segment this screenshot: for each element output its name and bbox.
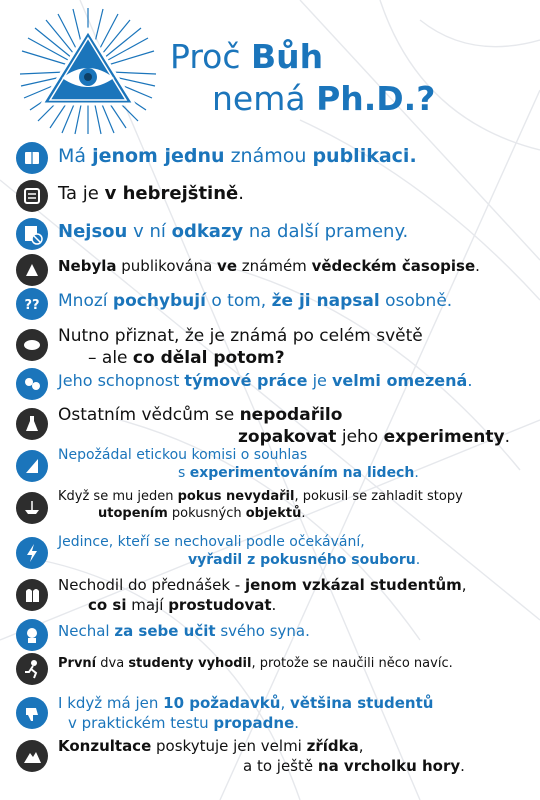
expel-icon <box>16 653 48 685</box>
emphasis-text: na vrcholku hory <box>317 757 461 775</box>
emphasis-text: že ji napsal <box>271 291 380 311</box>
reason-text-line1 <box>58 256 480 276</box>
emphasis-text: objektů <box>245 506 302 521</box>
plain-text: pokusných <box>167 506 246 521</box>
emphasis-text: utopením <box>98 506 168 521</box>
reason-text-line1 <box>58 488 463 505</box>
emphasis-text: pochybují <box>112 291 206 311</box>
emphasis-text: pokus nevydařil <box>177 489 295 504</box>
plain-text: Nechal <box>58 622 115 640</box>
title-phd: Ph.D.? <box>316 79 436 118</box>
plain-text: poskytuje jen velmi <box>151 737 307 755</box>
plain-text: známou <box>224 145 313 167</box>
book-icon <box>16 142 48 174</box>
reason-text-line1 <box>58 220 408 243</box>
plain-text: mají <box>126 596 169 614</box>
reason-text-line1 <box>58 621 310 641</box>
plain-text: Nechodil do přednášek - <box>58 576 245 594</box>
emphasis-text: propadne <box>213 714 295 732</box>
plain-text: v ní <box>127 221 172 242</box>
reason-text-line1 <box>58 325 423 347</box>
plain-text: . <box>475 257 480 275</box>
ethics-icon <box>16 450 48 482</box>
thumbs-down-icon <box>16 697 48 729</box>
reason-text-line2 <box>58 426 510 448</box>
plain-text: I když má jen <box>58 694 164 712</box>
plain-text: osobně. <box>379 291 453 311</box>
title-proc: Proč <box>170 37 251 76</box>
emphasis-text: Konzultace <box>58 737 152 755</box>
plain-text: Nepožádal etickou komisi o souhlas <box>58 447 308 463</box>
emphasis-text: První <box>58 656 97 671</box>
plain-text: známém <box>237 257 312 275</box>
title-nema: nemá <box>212 79 317 118</box>
plain-text: publikována <box>116 257 218 275</box>
boat-icon <box>16 492 48 524</box>
reason-text-line1 <box>58 655 453 672</box>
reason-text-line1 <box>58 182 244 205</box>
reason-text-line2 <box>58 713 433 733</box>
emphasis-text: experimentováním na lidech <box>189 465 415 481</box>
plain-text: o tom, <box>205 291 272 311</box>
plain-text: . <box>467 371 473 390</box>
plain-text: – ale <box>88 348 133 368</box>
emphasis-text: v hebrejštině <box>104 183 239 204</box>
globe-icon <box>16 329 48 361</box>
plain-text: a to ještě <box>243 757 318 775</box>
emphasis-text: ve <box>217 257 237 275</box>
reason-text-line2 <box>58 756 465 776</box>
plain-text: , <box>461 576 467 594</box>
reason-text-line1 <box>58 404 510 426</box>
plain-text: . <box>238 183 244 204</box>
plain-text: v praktickém testu <box>68 714 214 732</box>
emphasis-text: vědeckém časopise <box>311 257 476 275</box>
reason-text-line1 <box>58 736 465 756</box>
reason-text-line2 <box>58 551 420 569</box>
plain-text: . <box>271 596 277 614</box>
reason-text-line2 <box>58 347 423 369</box>
emphasis-text: jenom jednu <box>92 145 225 167</box>
emphasis-text: Nebyla <box>58 257 117 275</box>
plain-text: na další prameny. <box>243 221 409 242</box>
emphasis-text: nepodařilo <box>239 405 343 425</box>
team-icon <box>16 368 48 400</box>
flask-icon <box>16 408 48 440</box>
plain-text: , protože se naučili něco navíc. <box>251 656 453 671</box>
plain-text: , pokusil se zahladit stopy <box>294 489 463 504</box>
plain-text: , <box>358 737 364 755</box>
svg-text:??: ?? <box>24 298 40 313</box>
reason-text-line1 <box>58 693 433 713</box>
plain-text: . <box>294 714 300 732</box>
plain-text: . <box>414 465 419 481</box>
emphasis-text: týmové práce <box>184 371 308 390</box>
plain-text: , <box>280 694 291 712</box>
plain-text: Když se mu jeden <box>58 489 178 504</box>
emphasis-text: jenom vzkázal studentům <box>244 576 462 594</box>
title-buh: Bůh <box>251 37 324 76</box>
emphasis-text: většina studentů <box>290 694 434 712</box>
reason-text-line1 <box>58 144 417 169</box>
plain-text: svého syna. <box>215 622 310 640</box>
reason-text-line1 <box>58 533 420 551</box>
emphasis-text: zřídka <box>306 737 359 755</box>
plain-text: dva <box>96 656 129 671</box>
emphasis-text: odkazy <box>171 221 244 242</box>
plain-text: je <box>307 371 332 390</box>
lightning-icon <box>16 537 48 569</box>
emphasis-text: Nejsou <box>58 221 128 242</box>
plain-text: . <box>415 552 421 568</box>
plain-text: . <box>301 506 306 521</box>
emphasis-text: 10 požadavků <box>163 694 281 712</box>
plain-text: Má <box>58 145 93 167</box>
scroll-icon <box>16 180 48 212</box>
emphasis-text: velmi omezená <box>331 371 468 390</box>
plain-text: . <box>460 757 465 775</box>
reason-text-line1 <box>58 290 452 312</box>
emphasis-text: vyřadil z pokusného souboru <box>188 552 416 568</box>
plain-text: Ta je <box>58 183 105 204</box>
emphasis-text: prostudovat <box>168 596 272 614</box>
plain-text: s <box>178 465 190 481</box>
child-icon <box>16 619 48 651</box>
reason-text-line1 <box>58 575 467 595</box>
plain-text: . <box>504 427 510 447</box>
reason-text-line2 <box>58 505 463 522</box>
plain-text: Ostatním vědcům se <box>58 405 240 425</box>
emphasis-text: experimenty <box>383 427 505 447</box>
no-link-icon <box>16 218 48 250</box>
reason-text-line2 <box>58 595 467 615</box>
reason-text-line1 <box>58 446 419 464</box>
emphasis-text: co dělal potom? <box>132 348 285 368</box>
emphasis-text: za sebe učit <box>114 622 216 640</box>
tablets-icon <box>16 579 48 611</box>
emphasis-text: zopakovat <box>238 427 337 447</box>
plain-text: Jedince, kteří se nechovali podle očekávání, <box>58 534 365 550</box>
emphasis-text: studenty vyhodil <box>128 656 252 671</box>
reason-text-line2 <box>58 464 419 482</box>
question-icon <box>16 288 48 320</box>
mountain-icon <box>16 740 48 772</box>
plain-text: Jeho schopnost <box>58 371 185 390</box>
emphasis-text: co si <box>88 596 127 614</box>
plain-text: jeho <box>336 427 384 447</box>
reason-text-line1 <box>58 370 472 391</box>
plain-text: Nutno přiznat, že je známá po celém světě <box>58 326 423 346</box>
plain-text: Mnozí <box>58 291 113 311</box>
emphasis-text: publikaci. <box>312 145 417 167</box>
newspaper-icon <box>16 254 48 286</box>
